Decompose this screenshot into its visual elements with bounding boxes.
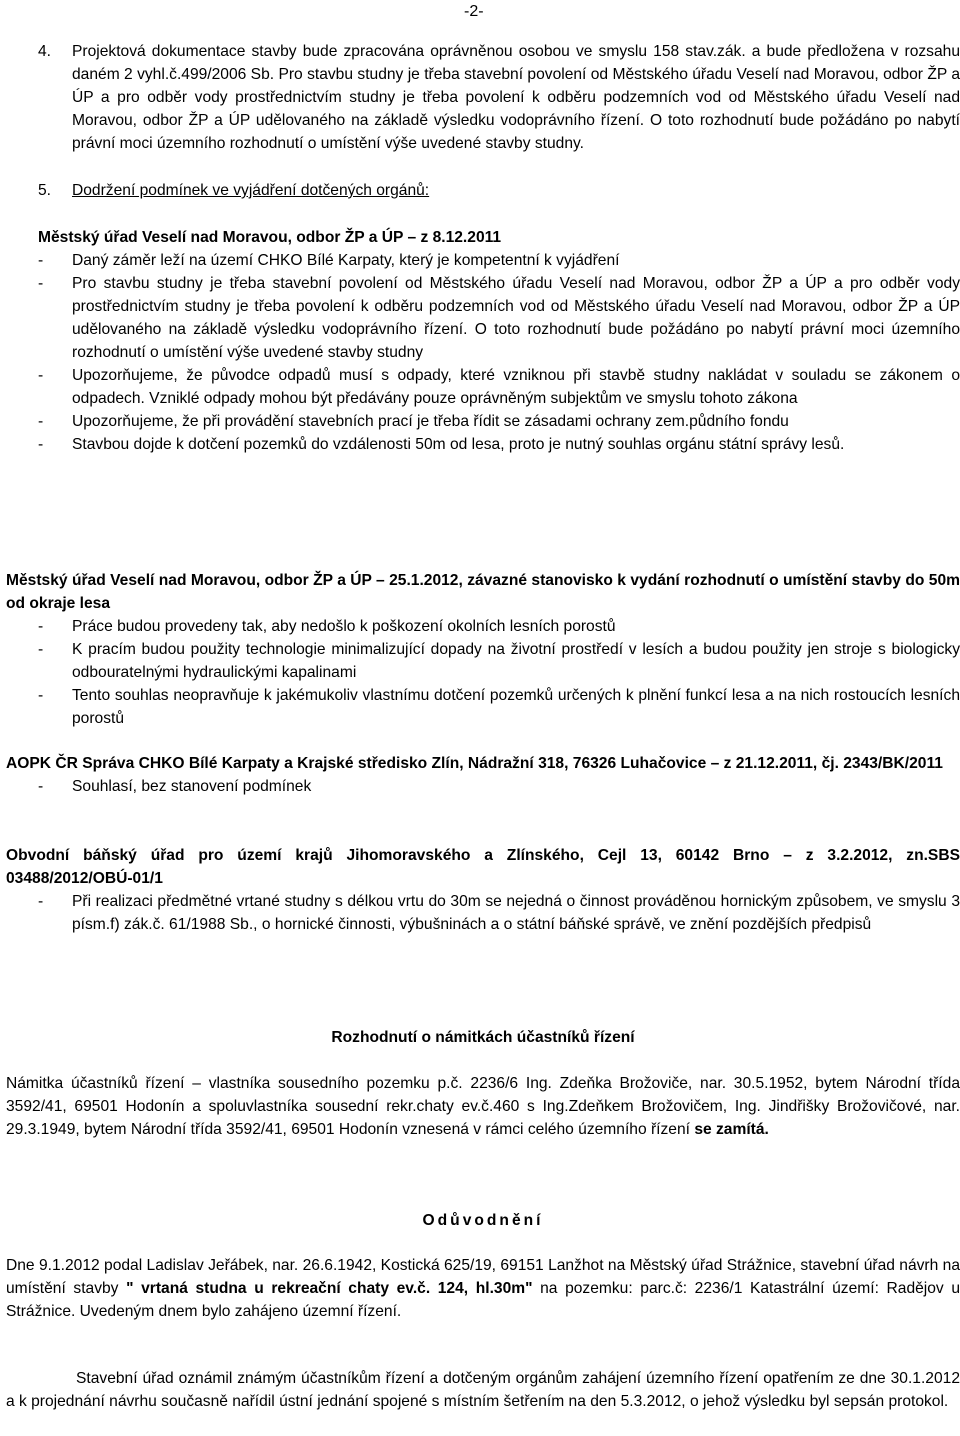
reasoning-paragraph-1: Dne 9.1.2012 podal Ladislav Jeřábek, nar. 26.6.1942, Kostická 625/19, 69151 Lanžhot na Městský úřad Strážnice, stavební úřad návrh na umístění stavby " vrtaná studna u rekreační chaty ev.č. 124, hl.30m" na pozemku: parc.č: 2236/1 Katastrální území: Radějov u Strážnice. Uvedeným dnem bylo zahájeno územní řízení. (6, 1257, 960, 1320)
list-dash: - (38, 252, 44, 269)
section-heading: Městský úřad Veselí nad Moravou, odbor ŽP a ÚP – 25.1.2012, závazné stanovisko k vydání rozhodnutí o umístění stavby do 50m od okraje lesa (6, 572, 960, 612)
section-heading: AOPK ČR Správa CHKO Bílé Karpaty a Krajské středisko Zlín, Nádražní 318, 76326 Luhačovice – z 21.12.2011, čj. 2343/BK/2011 (6, 755, 943, 772)
list-dash: - (38, 778, 44, 795)
list-dash: - (38, 641, 44, 658)
section-aopk (6, 752, 960, 798)
list-dash: - (38, 687, 44, 704)
reasoning-title: Odůvodnění (422, 1212, 544, 1229)
item-4 (38, 40, 960, 155)
page-number: -2- (464, 3, 484, 20)
item-4-text: Projektová dokumentace stavby bude zpracována oprávněnou osobou ve smyslu 158 stav.zák. a bude předložena v rozsahu daném 2 vyhl.č.499/2006 Sb. Pro stavbu studny je třeba stavební povolení od Městského úřadu Veselí nad Moravou, odbor ŽP a ÚP a pro odběr vody prostřednictvím studny je třeba povolení k odběru podzemních vod od Městského úřadu Veselí nad Moravou, odbor ŽP a ÚP udělovaného na základě výsledku vodoprávního řízení. O toto rozhodnutí bude požádáno po nabytí právní moci územního rozhodnutí o umístění výše uvedené stavby studny. (72, 43, 960, 152)
list-item: - Souhlasí, bez stanovení podmínek (38, 775, 960, 798)
list-item: - Daný záměr leží na území CHKO Bílé Karpaty, který je kompetentní k vyjádření (38, 249, 960, 272)
list-item: - Při realizaci předmětné vrtané studny s délkou vrtu do 30m se nejedná o činnost prováděnou hornickým způsobem, ve smyslu 3 písm.f) zák.č. 61/1988 Sb., o hornické činnosti, výbušninách a o státní báňské správě, ve znění pozdějších předpisů (38, 890, 960, 936)
objections-verdict: se zamítá. (694, 1121, 769, 1138)
list-dash: - (38, 618, 44, 635)
list-item: - Práce budou provedeny tak, aby nedošlo k poškození okolních lesních porostů (38, 615, 960, 638)
section-obu-brno (6, 844, 960, 936)
list-item: - Pro stavbu studny je třeba stavební povolení od Městského úřadu Veselí nad Moravou, odbor ŽP a ÚP a pro odběr vody prostřednictvím studny je třeba povolení k odběru podzemních vod od Městského úřadu Veselí nad Moravou, odbor ŽP a ÚP udělovaného na základě výsledku vodoprávního řízení. O toto rozhodnutí bude požádáno po nabytí právní moci územního rozhodnutí o umístění výše uvedené stavby studny (38, 272, 960, 364)
list-dash: - (38, 413, 44, 430)
item-5-text: Dodržení podmínek ve vyjádření dotčených orgánů: (72, 182, 430, 199)
item-5 (38, 179, 960, 202)
section-mu-veseli-2012 (6, 569, 960, 730)
section-mu-veseli-2011 (38, 226, 960, 456)
list-dash: - (38, 436, 44, 453)
list-dash: - (38, 275, 44, 292)
section-heading: Městský úřad Veselí nad Moravou, odbor ŽP a ÚP – z 8.12.2011 (38, 229, 502, 246)
list-item: - Upozorňujeme, že při provádění stavebních prací je třeba řídit se zásadami ochrany zem.půdního fondu (38, 410, 960, 433)
list-item: - Tento souhlas neopravňuje k jakémukoliv vlastnímu dotčení pozemků určených k plnění funkcí lesa a na nich rostoucích lesních porostů (38, 684, 960, 730)
list-dash: - (38, 893, 44, 910)
section-heading: Obvodní báňský úřad pro území krajů Jihomoravského a Zlínského, Cejl 13, 60142 Brno – z 3.2.2012, zn.SBS 03488/2012/OBÚ-01/1 (6, 847, 960, 887)
list-item: - Stavbou dojde k dotčení pozemků do vzdálenosti 50m od lesa, proto je nutný souhlas orgánu státní správy lesů. (38, 433, 960, 456)
reasoning-paragraph-2: Stavební úřad oznámil známým účastníkům řízení a dotčeným orgánům zahájení územního řízení opatřením ze dne 30.1.2012 a k projednání návrhu současně nařídil ústní jednání spojené s místním šetřením na den 5.3.2012, o jehož výsledku byl sepsán protokol. (6, 1370, 960, 1410)
list-item: - Upozorňujeme, že původce odpadů musí s odpady, které vzniknou při stavbě studny nakládat v souladu se zákonem o odpadech. Vzniklé odpady mohou být předávány pouze oprávněným subjektům ve smyslu tohoto zákona (38, 364, 960, 410)
list-dash: - (38, 367, 44, 384)
item-5-number: 5. (38, 182, 52, 199)
list-item: - K pracím budou použity technologie minimalizující dopady na životní prostředí v lesích a budou použity jen stroje s biologicky odbouratelnými hydraulickými kapalinami (38, 638, 960, 684)
objections-text: Námitka účastníků řízení – vlastníka sousedního pozemku p.č. 2236/6 Ing. Zdeňka Brožoviče, nar. 30.5.1952, bytem Národní třída 3592/41, 69501 Hodonín a spoluvlastníka sousední rekr.chaty ev.č.460 s Ing.Zdeňkem Brožovičem, Ing. Jindřišky Brožovičové, nar. 29.3.1949, bytem Národní třída 3592/41, 69501 Hodonín vznesená v rámci celého územního řízení se zamítá. (6, 1075, 960, 1138)
objections-title: Rozhodnutí o námitkách účastníků řízení (331, 1029, 635, 1046)
item-4-number: 4. (38, 43, 52, 60)
